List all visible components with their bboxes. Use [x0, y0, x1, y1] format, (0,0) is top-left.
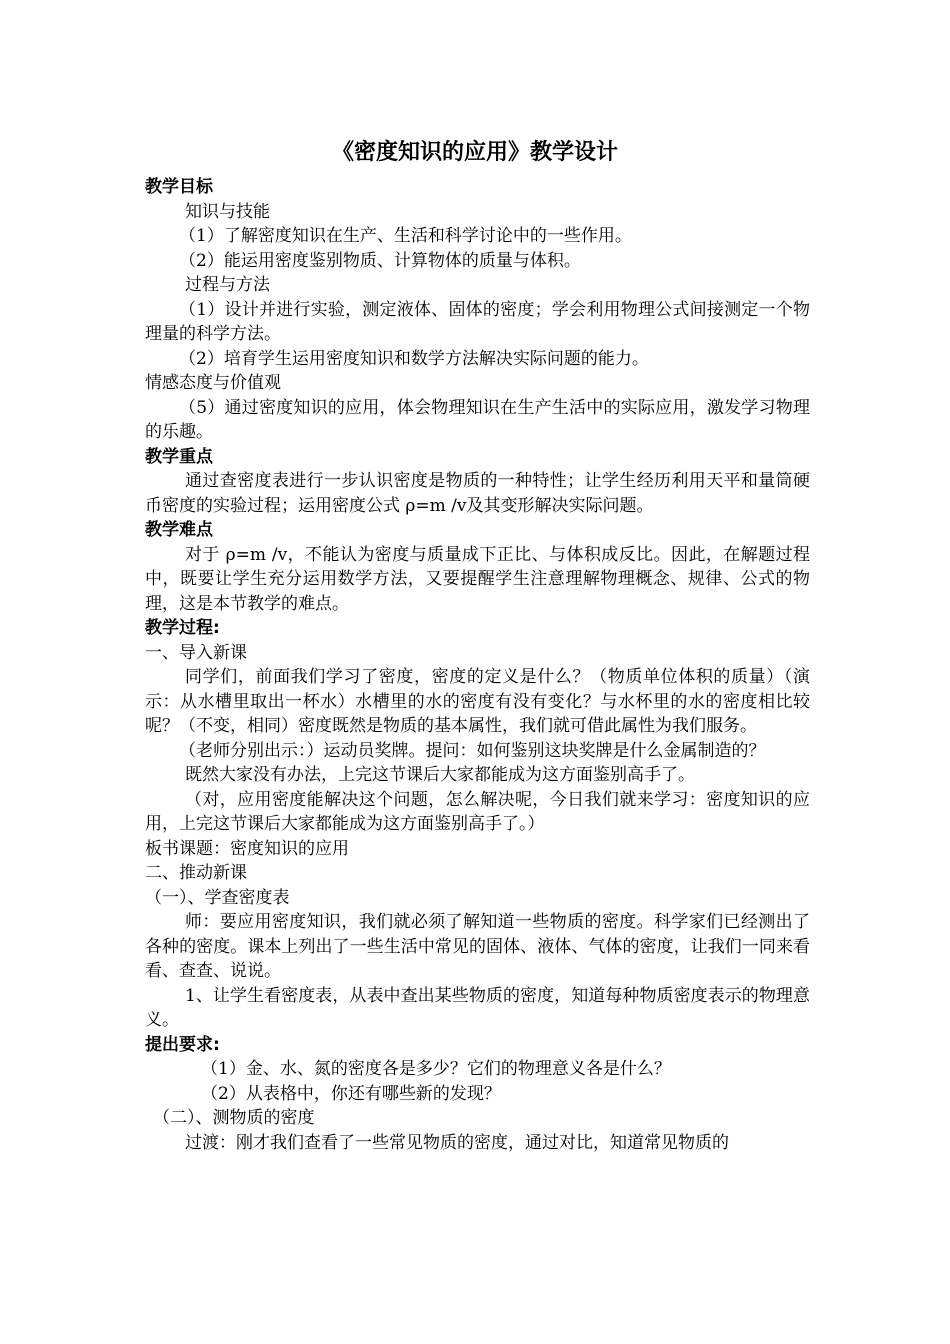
paragraph: （老师分别出示：）运动员奖牌。提问：如何鉴别这块奖牌是什么金属制造的？: [179, 740, 766, 761]
subheading-attitude-values: 情感态度与价值观: [145, 373, 281, 393]
heading-difficulties: 教学难点: [145, 520, 213, 540]
section-new-lesson: 二、推动新课: [145, 863, 247, 883]
paragraph: 板书课题：密度知识的应用: [145, 838, 349, 859]
subsection-measure-density: （二）、测物质的密度: [153, 1108, 315, 1128]
paragraph: 1、让学生看密度表，从表中查出某些物质的密度，知道每种物质密度表示的物理意义。: [145, 985, 810, 1030]
paragraph: 对于 ρ=m /v，不能认为密度与质量成下正比、与体积成反比。因此，在解题过程中，既要让学生充分运用数学方法，又要提醒学生注意理解物理概念、规律、公式的物理，这是本节教学的难点。: [145, 544, 810, 614]
document-title: 《密度知识的应用》教学设计: [331, 140, 618, 165]
paragraph: （对，应用密度能解决这个问题，怎么解决呢，今日我们就来学习：密度知识的应用，上完这节课后大家都能成为这方面鉴别高手了。）: [145, 789, 810, 834]
heading-teaching-process: 教学过程:: [145, 618, 220, 638]
paragraph: 师：要应用密度知识，我们就必须了解知道一些物质的密度。科学家们已经测出了各种的密度。课本上列出了一些生活中常见的固体、液体、气体的密度，让我们一同来看看、查查、说说。: [145, 912, 810, 981]
paragraph: （2）从表格中，你还有哪些新的发现？: [201, 1083, 501, 1104]
paragraph: （2）能运用密度鉴别物质、计算物体的质量与体积。: [179, 250, 581, 271]
paragraph: （2）培育学生运用密度知识和数学方法解决实际问题的能力。: [179, 348, 649, 369]
section-intro: 一、导入新课: [145, 642, 247, 663]
subheading-process-method: 过程与方法: [185, 275, 270, 295]
paragraph: （1）金、水、氮的密度各是多少？它们的物理意义各是什么？: [201, 1059, 671, 1079]
paragraph: 通过查密度表进行一步认识密度是物质的一种特性；让学生经历利用天平和量筒硬币密度的实验过程；运用密度公式 ρ=m /v及其变形解决实际问题。: [145, 471, 810, 516]
subsection-density-table: （一）、学查密度表: [145, 887, 290, 908]
heading-teaching-objectives: 教学目标: [145, 177, 213, 197]
paragraph: 过渡：刚才我们查看了一些常见物质的密度，通过对比，知道常见物质的: [185, 1132, 729, 1153]
heading-key-points: 教学重点: [145, 446, 213, 467]
paragraph: 既然大家没有办法，上完这节课后大家都能成为这方面鉴别高手了。: [185, 765, 695, 785]
document-body: [145, 175, 810, 1155]
paragraph: （1）了解密度知识在生产、生活和科学讨论中的一些作用。: [179, 226, 632, 246]
subheading-knowledge-skills: 知识与技能: [185, 201, 270, 222]
paragraph: （1）设计并进行实验，测定液体、固体的密度；学会利用物理公式间接测定一个物理量的科学方法。: [145, 299, 810, 344]
paragraph: 同学们，前面我们学习了密度，密度的定义是什么？（物质单位体积的质量）（演示：从水槽里取出一杯水）水槽里的水的密度有没有变化？与水杯里的水的密度相比较呢？（不变，相同）密度既然是物质的基本属性，我们就可借此属性为我们服务。: [145, 667, 810, 736]
heading-requirements: 提出要求:: [145, 1034, 220, 1055]
paragraph: （5）通过密度知识的应用，体会物理知识在生产生活中的实际应用，激发学习物理的乐趣。: [145, 397, 810, 442]
